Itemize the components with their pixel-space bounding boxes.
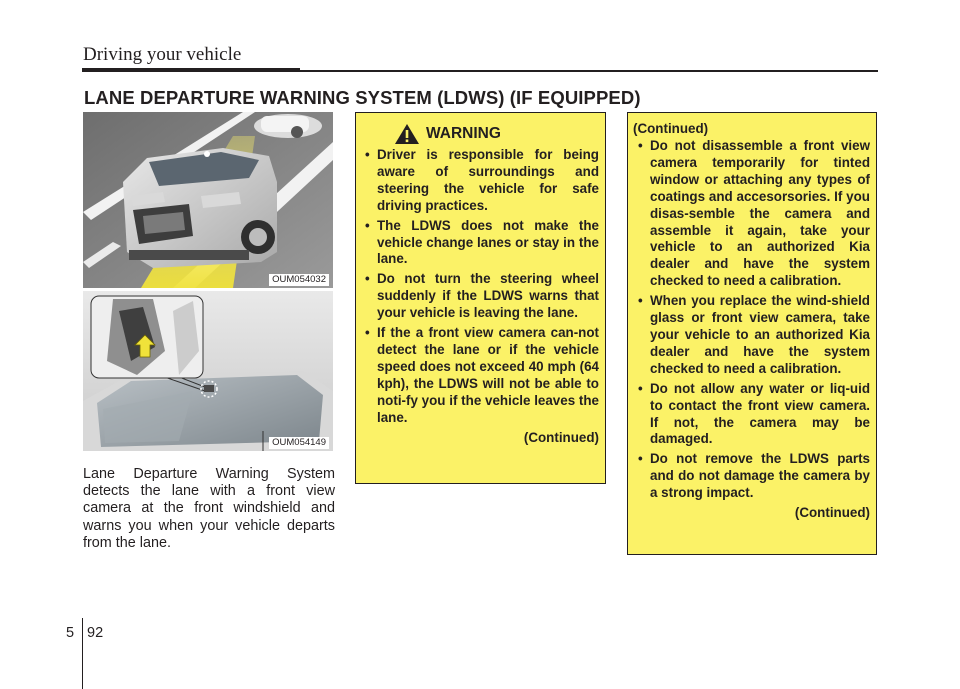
- figure-code: OUM054032: [269, 274, 329, 286]
- continued-item: • Do not remove the LDWS parts and do not damage the camera by a strong impact.: [633, 451, 870, 502]
- running-header: Driving your vehicle: [83, 44, 242, 65]
- warning-continued: (Continued): [523, 429, 599, 445]
- continued-item: • When you replace the wind-shield glass or front view camera, take your vehicle to an authorized Kia dealer and have the system checked to need a calibration.: [633, 293, 870, 378]
- warning-header: [394, 123, 501, 145]
- continued-item: • Do not allow any water or liq-uid to contact the front view camera. If not, the camera may be damaged.: [633, 381, 870, 449]
- warning-triangle-icon: [394, 123, 420, 145]
- windshield-camera-figure: [83, 291, 333, 451]
- continued-footer: (Continued): [794, 505, 870, 521]
- continued-content: [633, 121, 870, 520]
- body-paragraph: Lane Departure Warning System detects the lane with a front view camera at the front windshield and warns you when your vehicle departs from the lane.: [83, 466, 335, 551]
- continued-label: (Continued): [633, 121, 709, 136]
- continued-item: • Do not disassemble a front view camera temporarily for tinted window or attaching any types of coatings and accesorsories. If you disas-semble the camera and assemble it again, take your vehicle to an authorized Kia dealer and have the system checked to need a calibration.: [633, 138, 870, 290]
- header-rule-thin: [300, 70, 878, 72]
- section-title: LANE DEPARTURE WARNING SYSTEM (LDWS) (IF EQUIPPED): [84, 87, 641, 108]
- warning-list: [360, 147, 599, 427]
- car-lane-illustration: [83, 112, 333, 288]
- warning-title: WARNING: [426, 125, 501, 142]
- continued-list: [633, 138, 870, 502]
- footer-divider: [82, 618, 83, 689]
- windshield-camera-illustration: [83, 291, 333, 451]
- header-rule-thick: [82, 68, 300, 72]
- figure-code: OUM054149: [269, 437, 329, 449]
- warning-item: • Do not turn the steering wheel suddenly if the LDWS warns that your vehicle is leaving the lane.: [360, 271, 599, 322]
- chapter-number: 5: [66, 625, 75, 641]
- warning-item: • The LDWS does not make the vehicle change lanes or stay in the lane.: [360, 218, 599, 269]
- page-number: 92: [87, 625, 104, 641]
- warning-item: • If the a front view camera can-not detect the lane or if the vehicle speed does not exceed 40 mph (64 kph), the LDWS will not be able to noti-fy you if the vehicle leaves the lane.: [360, 325, 599, 426]
- warning-item: • Driver is responsible for being aware of surroundings and steering the vehicle for safe driving practices.: [360, 147, 599, 215]
- warning-content: [360, 147, 599, 445]
- car-lane-figure: [83, 112, 333, 288]
